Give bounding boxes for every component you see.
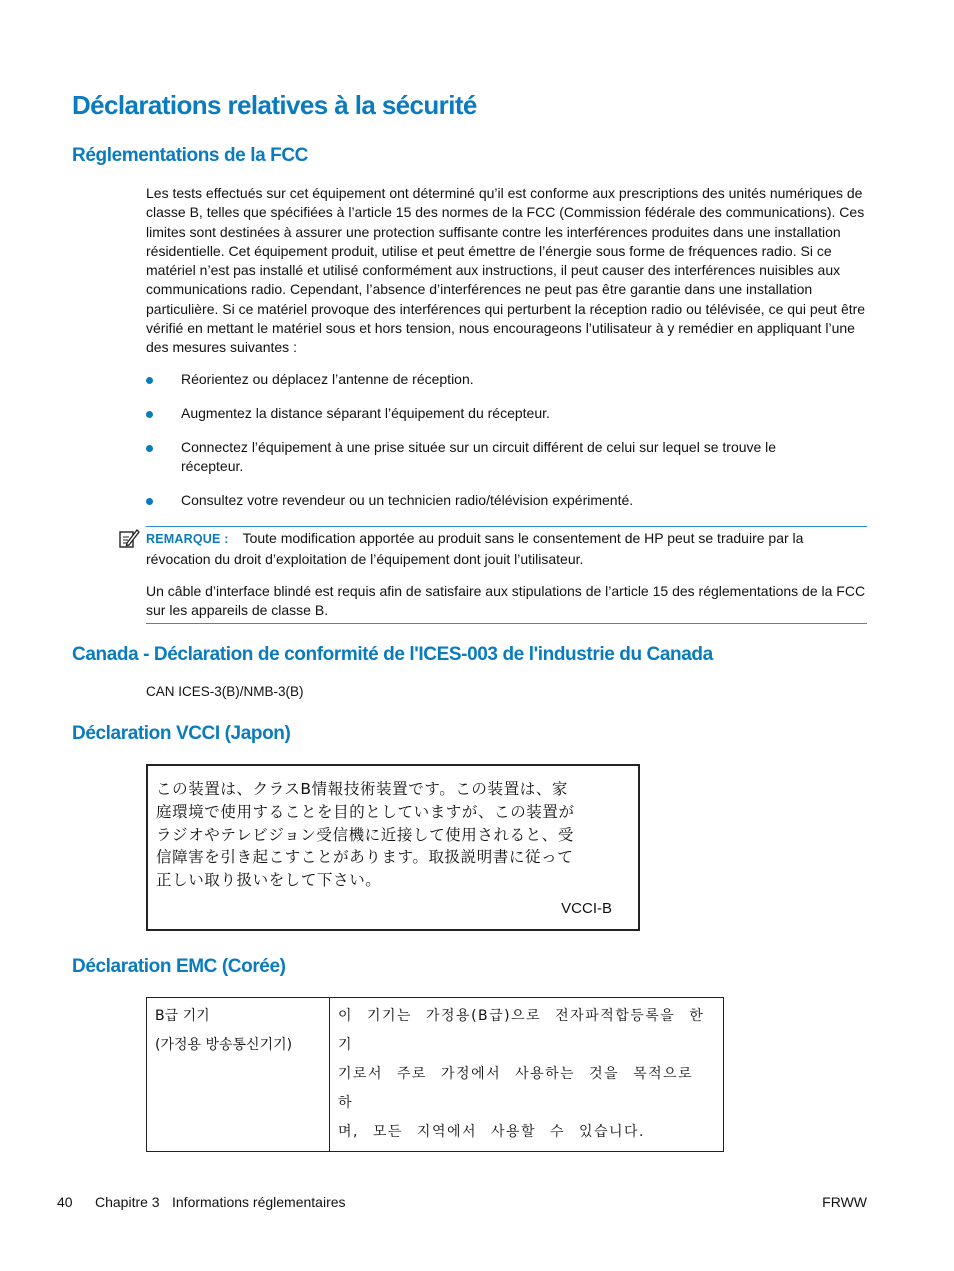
table-row [147,998,724,1152]
bullet-dot-icon [146,498,153,505]
footer-chapter: Chapitre 3 [95,1194,160,1210]
note-bottom-rule [146,623,867,624]
list-item-text: Connectez l’équipement à une prise située sur un circuit différent de celui sur lequel se trouve le récepteur. [181,439,777,475]
list-item-text: Consultez votre revendeur ou un technicien radio/télévision expérimenté. [181,492,634,508]
emc-class-line: (가정용 방송통신기기) [155,1037,293,1053]
emc-class-cell [147,998,330,1152]
interface-cable-paragraph: Un câble d’interface blindé est requis afin de satisfaire aux stipulations de l’article 15 des réglementations de la FCC sur les appareils de classe B. [146,583,866,619]
canada-heading: Canada - Déclaration de conformité de l'ICES-003 de l'industrie du Canada [72,644,713,665]
fcc-heading: Réglementations de la FCC [72,145,308,166]
vcci-statement [156,778,626,892]
emc-statement-line: 이 기기는 가정용(B급)으로 전자파적합등록을 한 기 [338,1008,705,1053]
note-top-rule [146,526,867,527]
vcci-line: 正しい取り扱いをして下さい。 [156,871,382,890]
vcci-line: ラジオやテレビジョン受信機に近接して使用されると、受 [156,825,574,844]
note-pencil-icon [118,528,140,550]
page-number: 40 [57,1194,73,1210]
emc-class-line: B급 기기 [155,1008,210,1024]
bullet-dot-icon [146,445,153,452]
note-text [146,529,866,569]
canada-text: CAN ICES-3(B)/NMB-3(B) [146,684,304,699]
vcci-line: 信障害を引き起こすことがあります。取扱説明書に従って [156,848,574,867]
emc-statement-cell [330,998,724,1152]
bullet-dot-icon [146,377,153,384]
vcci-line: この装置は、クラスB情報技術装置です。この装置は、家 [156,780,569,798]
emc-statement-line: 며, 모든 지역에서 사용할 수 있습니다. [338,1124,646,1140]
vcci-mark: VCCI-B [561,900,612,917]
list-item-text: Réorientez ou déplacez l’antenne de réception. [181,371,474,387]
footer-chapter-title: Informations réglementaires [172,1194,346,1210]
vcci-line: 庭環境で使用することを目的としていますが、この装置が [156,802,575,821]
bullet-dot-icon [146,411,153,418]
note-label: REMARQUE : [146,532,229,546]
page-title: Déclarations relatives à la sécurité [72,90,477,120]
footer-code: FRWW [822,1194,867,1210]
emc-statement-line: 기로서 주로 가정에서 사용하는 것을 목적으로 하 [338,1066,694,1111]
vcci-statement-box [146,764,640,931]
fcc-paragraph: Les tests effectués sur cet équipement ont déterminé qu’il est conforme aux prescriptions des unités numériques de classe B, telles que spécifiées à l’article 15 des normes de la FCC (Commission fédérale des communications). Ces limites sont destinées à assurer une protection suffisante contre les interférences produites dans une installation résidentielle. Cet équipement produit, utilise et peut émettre de l’énergie sous forme de fréquences radio. Si ce matériel n’est pas installé et utilisé conformément aux instructions, il peut causer des interférences nuisibles aux communications radio. Cependant, l’absence d’interférences ne peut pas être garantie dans une installation particulière. Si ce matériel provoque des interférences qui perturbent la réception radio ou télévisée, ce qui peut être vérifié en mettant le matériel sous et hors tension, nous encourageons l’utilisateur à y remédier en appliquant l’une des mesures suivantes : [146,185,866,356]
emc-korea-table [146,997,724,1152]
emc-heading: Déclaration EMC (Corée) [72,956,286,977]
note-body: Toute modification apportée au produit sans le consentement de HP peut se traduire par la révocation du droit d’exploitation de l’équipement dont jouit l’utilisateur. [146,530,804,567]
list-item-text: Augmentez la distance séparant l’équipement du récepteur. [181,405,550,421]
vcci-heading: Déclaration VCCI (Japon) [72,723,291,744]
